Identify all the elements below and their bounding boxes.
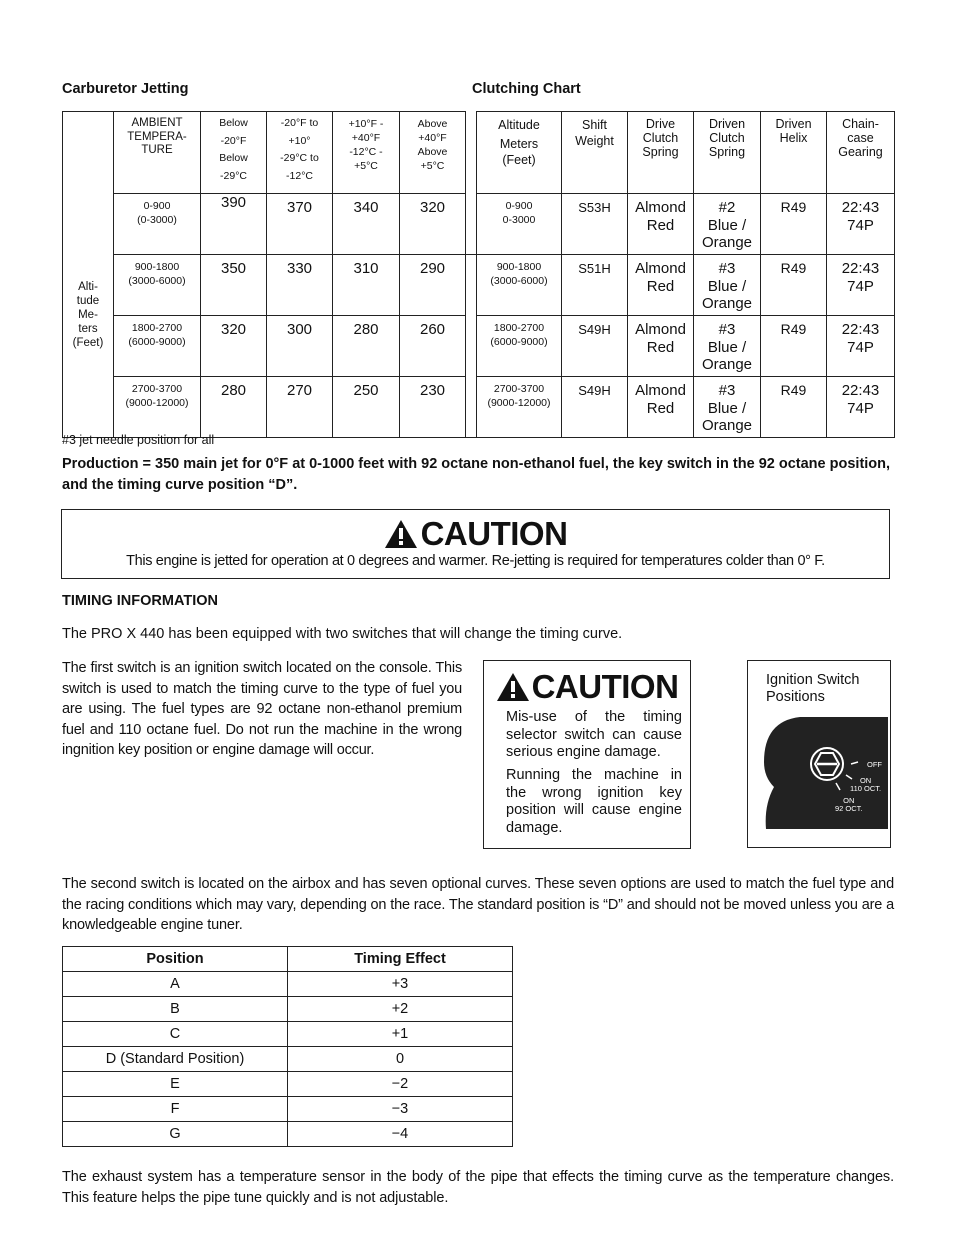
alt-feet: 0-3000 [502, 214, 536, 226]
temp-header-text: +40°F [351, 132, 381, 144]
gear-ratio: 22:43 [841, 321, 880, 338]
alt-meters: 1800-2700 [131, 322, 183, 334]
chaincase-header [827, 112, 895, 194]
chain-pitch: 74P [847, 216, 874, 234]
jet-cell: 270 [267, 377, 333, 438]
table-header-row [63, 112, 895, 194]
driven-helix-header [761, 112, 827, 194]
meters-label: Meters [499, 137, 539, 151]
table-row [63, 1047, 513, 1072]
jet-cell: 330 [267, 255, 333, 316]
spring-number: #2 [718, 199, 736, 216]
alt-meters: 1800-2700 [493, 322, 545, 334]
table-row [63, 377, 895, 438]
table-separator [466, 316, 477, 377]
table-row [63, 1022, 513, 1047]
alt-feet: (3000-6000) [490, 275, 548, 287]
temp-header-text: -29°C [220, 169, 247, 182]
spring-color: Blue / [707, 277, 747, 295]
table-row [63, 1122, 513, 1147]
alt-meters: 0-900 [505, 200, 533, 212]
caution-title [484, 668, 690, 706]
temp-header-3 [333, 112, 400, 194]
label-line: ON [859, 776, 872, 785]
table-row [63, 997, 513, 1022]
temp-header-text: Above [417, 146, 448, 158]
header-line: Clutch [709, 131, 745, 145]
second-switch-text: The second switch is located on the airbox and has seven optional curves. These seven options are used to match the fuel type and the racing conditions which may vary, depending on the race. The standard position is “D” and should not be moved unless you are a knowledgeable engine tuner. [62, 876, 894, 933]
effect-cell: −4 [288, 1122, 513, 1147]
clutching-chart-heading: Clutching Chart [472, 81, 581, 97]
jet-cell: 320 [201, 316, 267, 377]
caution2-para2: Running the machine in the wrong ignition key position will cause engine damage. [506, 767, 682, 836]
header-line: Driven [708, 117, 746, 131]
jet-cell: 320 [400, 194, 466, 255]
spring-color: Red [646, 216, 675, 234]
temp-header-text: Below [219, 117, 248, 129]
side-label-line: Me- [78, 309, 98, 322]
table-row [63, 255, 895, 316]
alt-feet: (6000-9000) [490, 336, 548, 348]
ignition-switch-figure [747, 660, 891, 848]
gear-ratio: 22:43 [841, 199, 880, 216]
chain-pitch: 74P [847, 338, 874, 356]
temp-header-text: Above [417, 118, 448, 130]
position-cell: G [63, 1122, 288, 1147]
gearing-cell [827, 377, 895, 438]
timing-position-table [62, 946, 513, 1147]
position-cell: F [63, 1097, 288, 1122]
jet-cell: 350 [201, 255, 267, 316]
spring-color: Orange [701, 356, 753, 373]
header-line: Spring [708, 145, 746, 159]
spring-color: Red [646, 338, 675, 356]
position-cell: B [63, 997, 288, 1022]
spring-number: #3 [718, 382, 736, 399]
alt-feet: (9000-12000) [125, 397, 189, 409]
jet-cell: 280 [201, 377, 267, 438]
jet-cell: 230 [400, 377, 466, 438]
temp-header-1 [201, 112, 267, 194]
jetting-clutching-table [62, 111, 895, 438]
spring-color: Blue / [707, 216, 747, 234]
timing-effect-header: Timing Effect [288, 947, 513, 972]
altitude-range-cell [114, 255, 201, 316]
exhaust-text: The exhaust system has a temperature sensor in the body of the pipe that effects the timing curve as the temperature changes. This feature helps the pipe tune quickly and is not adjustable. [62, 1169, 894, 1206]
shift-weight-header [562, 112, 628, 194]
position-cell: E [63, 1072, 288, 1097]
jet-cell: 250 [333, 377, 400, 438]
temp-header-text: -12°C [286, 169, 313, 182]
spring-color: Orange [701, 295, 753, 312]
gearing-cell [827, 316, 895, 377]
temp-header-text: +10°F - [348, 118, 384, 130]
position-header: Position [63, 947, 288, 972]
caution-box-timing [483, 660, 691, 849]
table-row [63, 316, 895, 377]
caution-title [62, 515, 889, 553]
alt-feet: (9000-12000) [487, 397, 551, 409]
timing-heading: TIMING INFORMATION [62, 593, 218, 609]
side-label-line: tude [76, 295, 100, 308]
helix-cell: R49 [761, 316, 827, 377]
temp-header-text: -20°F to [280, 117, 319, 129]
temp-header-text: -20°F [220, 134, 247, 147]
table-header-row [63, 947, 513, 972]
table-row [63, 1072, 513, 1097]
jet-cell: 370 [267, 194, 333, 255]
temp-header-text: +10° [288, 134, 311, 147]
alt-meters: 900-1800 [496, 261, 542, 273]
ignition-switch-title: Ignition Switch Positions [766, 672, 860, 705]
helix-cell: R49 [761, 377, 827, 438]
temp-header-text: -29°C to [280, 152, 319, 164]
shift-weight-cell: S49H [562, 316, 628, 377]
header-line: Helix [779, 131, 808, 145]
ambient-temp-header: AMBIENT TEMPERA- TURE [114, 112, 201, 194]
alt-meters: 900-1800 [134, 261, 180, 273]
clutch-altitude-cell [477, 377, 562, 438]
header-line: Drive [645, 117, 676, 131]
alt-feet: (0-3000) [137, 214, 177, 226]
jet-cell: 310 [333, 255, 400, 316]
table-row [63, 972, 513, 997]
spring-color: Blue / [707, 399, 747, 417]
warning-triangle-icon [384, 519, 418, 549]
spring-color: Almond [635, 199, 686, 216]
driven-spring-cell [694, 377, 761, 438]
side-label-line: ters [78, 323, 98, 336]
jet-cell: 280 [333, 316, 400, 377]
gearing-cell [827, 255, 895, 316]
table-separator [466, 255, 477, 316]
temp-header-4 [400, 112, 466, 194]
chain-pitch: 74P [847, 277, 874, 295]
spring-color: Orange [701, 234, 753, 251]
position-cell: D (Standard Position) [63, 1047, 288, 1072]
spring-color: Red [646, 399, 675, 417]
helix-cell: R49 [761, 255, 827, 316]
table-row [63, 194, 895, 255]
table-separator [466, 194, 477, 255]
clutch-altitude-cell [477, 194, 562, 255]
timing-intro: The PRO X 440 has been equipped with two switches that will change the timing curve. [62, 626, 623, 642]
effect-cell: +2 [288, 997, 513, 1022]
label-line: 92 OCT. [835, 804, 863, 813]
header-line: case [847, 131, 874, 145]
alt-meters: 0-900 [143, 200, 171, 212]
needle-note: #3 jet needle position for all [62, 433, 215, 447]
spring-color: Blue / [707, 338, 747, 356]
side-label-line: (Feet) [72, 337, 104, 350]
spring-number: #3 [718, 321, 736, 338]
caution2-para1: Mis-use of the timing selector switch can cause serious engine damage. [506, 709, 682, 760]
warning-triangle-icon [496, 672, 530, 702]
alt-meters: 2700-3700 [131, 383, 183, 395]
table-separator [466, 377, 477, 438]
alt-meters: 2700-3700 [493, 383, 545, 395]
caution-text: This engine is jetted for operation at 0 degrees and warmer. Re-jetting is required for temperatures colder than 0° F. [126, 553, 825, 569]
jet-cell: 290 [400, 255, 466, 316]
effect-cell: −3 [288, 1097, 513, 1122]
effect-cell: +1 [288, 1022, 513, 1047]
on-110-label [850, 777, 881, 793]
gear-ratio: 22:43 [841, 260, 880, 277]
shift-weight-cell: S51H [562, 255, 628, 316]
drive-spring-cell [628, 377, 694, 438]
altitude-range-cell [114, 316, 201, 377]
header-line: Weight [575, 134, 614, 148]
driven-spring-cell [694, 194, 761, 255]
drive-spring-header [628, 112, 694, 194]
driven-spring-cell [694, 316, 761, 377]
header-line: Spring [642, 145, 679, 159]
effect-cell: −2 [288, 1072, 513, 1097]
position-cell: C [63, 1022, 288, 1047]
side-label-line: Alti- [78, 281, 98, 294]
first-switch-text: The first switch is an ignition switch located on the console. This switch is used to match the timing curve to the type of fuel you are using. The fuel types are 92 octane non-ethanol premium fuel and 110 octane fuel. Do not run the machine in the wrong ingnition key position or engine damage will occur. [62, 660, 462, 758]
caution-title-text: CAUTION [420, 515, 568, 552]
altitude-range-cell [114, 377, 201, 438]
caution-box-jetting [61, 509, 890, 579]
spring-color: Almond [635, 260, 686, 277]
temp-header-text: -12°C - [349, 146, 383, 158]
temp-header-text: Below [219, 152, 248, 164]
shift-weight-cell: S49H [562, 377, 628, 438]
shift-weight-cell: S53H [562, 194, 628, 255]
alt-feet: (3000-6000) [128, 275, 186, 287]
temp-header-text: +5°C [420, 160, 445, 172]
gearing-cell [827, 194, 895, 255]
jet-cell: 300 [267, 316, 333, 377]
ignition-key-icon [760, 717, 888, 831]
spring-color: Almond [635, 321, 686, 338]
drive-spring-cell [628, 316, 694, 377]
effect-cell: +3 [288, 972, 513, 997]
alt-feet: (6000-9000) [128, 336, 186, 348]
header-line: Shift [581, 118, 607, 132]
header-line: Gearing [838, 145, 883, 159]
on-92-label [835, 797, 863, 813]
chain-pitch: 74P [847, 399, 874, 417]
jet-cell: 260 [400, 316, 466, 377]
altitude-header [477, 112, 562, 194]
clutch-altitude-cell [477, 255, 562, 316]
altitude-header-text: Altitude [498, 118, 540, 132]
table-row [63, 1097, 513, 1122]
feet-label: (Feet) [502, 153, 536, 167]
label-line: ON [843, 796, 855, 805]
spring-number: #3 [718, 260, 736, 277]
clutch-altitude-cell [477, 316, 562, 377]
header-line: Driven [775, 117, 812, 131]
driven-spring-cell [694, 255, 761, 316]
effect-cell: 0 [288, 1047, 513, 1072]
spring-color: Almond [635, 382, 686, 399]
temp-header-text: +5°C [354, 160, 378, 172]
spring-color: Orange [701, 417, 753, 434]
off-position-label: OFF [867, 760, 882, 769]
table-separator [466, 112, 477, 194]
production-note: Production = 350 main jet for 0°F at 0-1000 feet with 92 octane non-ethanol fuel, the key switch in the 92 octane position, and the timing curve position “D”. [62, 456, 891, 493]
label-line: 110 OCT. [850, 784, 882, 793]
drive-spring-cell [628, 194, 694, 255]
altitude-side-label [63, 194, 114, 438]
header-line: Clutch [642, 131, 679, 145]
header-line: Chain- [842, 117, 879, 131]
spring-color: Red [646, 277, 675, 295]
gear-ratio: 22:43 [841, 382, 880, 399]
altitude-range-cell [114, 194, 201, 255]
jet-cell: 340 [333, 194, 400, 255]
driven-spring-header [694, 112, 761, 194]
temp-header-2 [267, 112, 333, 194]
caution-title-text: CAUTION [531, 668, 679, 705]
position-cell: A [63, 972, 288, 997]
carb-jetting-heading: Carburetor Jetting [62, 81, 189, 97]
drive-spring-cell [628, 255, 694, 316]
temp-header-text: +40°F [418, 132, 447, 144]
helix-cell: R49 [761, 194, 827, 255]
jet-cell: 390 [201, 194, 267, 255]
